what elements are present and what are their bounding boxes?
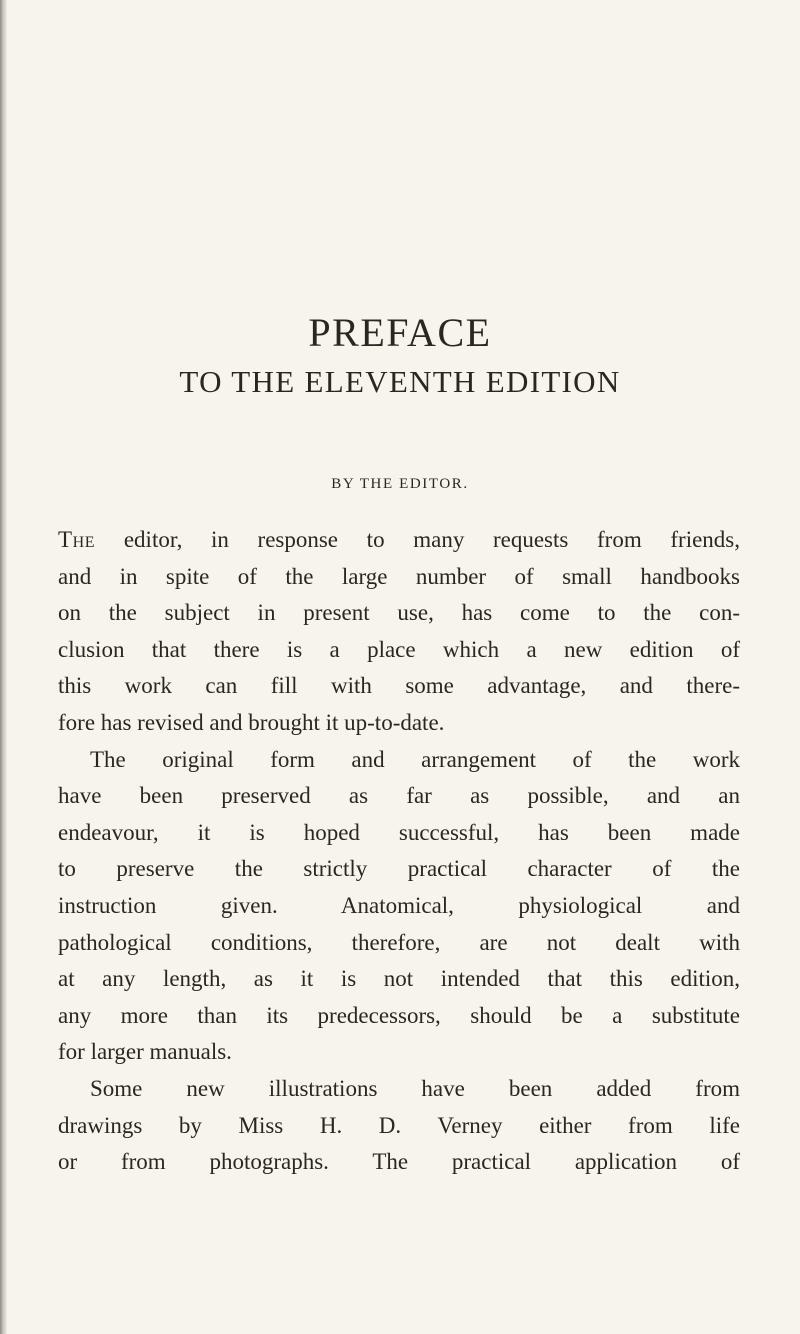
- byline: BY THE EDITOR.: [331, 476, 469, 492]
- paragraph-lead-word: The: [58, 527, 96, 552]
- text-line: any more than its predecessors, should be a substitute: [58, 1002, 740, 1028]
- text-line: [58, 522, 740, 559]
- text-line: drawings by Miss H. D. Verney either from life: [58, 1112, 740, 1138]
- text-line: clusion that there is a place which a new edition of: [58, 636, 740, 662]
- page-gutter-edge: [0, 0, 7, 1334]
- text-line: and in spite of the large number of small handbooks: [58, 563, 740, 589]
- text-line: for larger manuals.: [58, 1039, 232, 1065]
- text-line: endeavour, it is hoped successful, has been made: [58, 819, 740, 845]
- text-line: pathological conditions, therefore, are not dealt with: [58, 929, 740, 955]
- text-line: this work can fill with some advantage, and there-: [58, 673, 740, 699]
- preface-title: PREFACE: [308, 310, 492, 355]
- text-line: instruction given. Anatomical, physiological and: [58, 892, 740, 918]
- edition-subtitle: TO THE ELEVENTH EDITION: [179, 364, 621, 399]
- preface-body: [58, 522, 740, 1181]
- text-line-content: editor, in response to many requests from friends,: [95, 527, 740, 552]
- text-line: have been preserved as far as possible, and an: [58, 783, 740, 809]
- text-line: on the subject in present use, has come to the con-: [58, 600, 740, 626]
- text-line: Some new illustrations have been added from: [90, 1075, 740, 1101]
- text-line: or from photographs. The practical application of: [58, 1149, 740, 1175]
- text-line: to preserve the strictly practical character of the: [58, 856, 740, 882]
- text-line: The original form and arrangement of the work: [90, 746, 740, 772]
- text-line: fore has revised and brought it up-to-date.: [58, 709, 445, 735]
- text-line: at any length, as it is not intended that this edition,: [58, 966, 740, 992]
